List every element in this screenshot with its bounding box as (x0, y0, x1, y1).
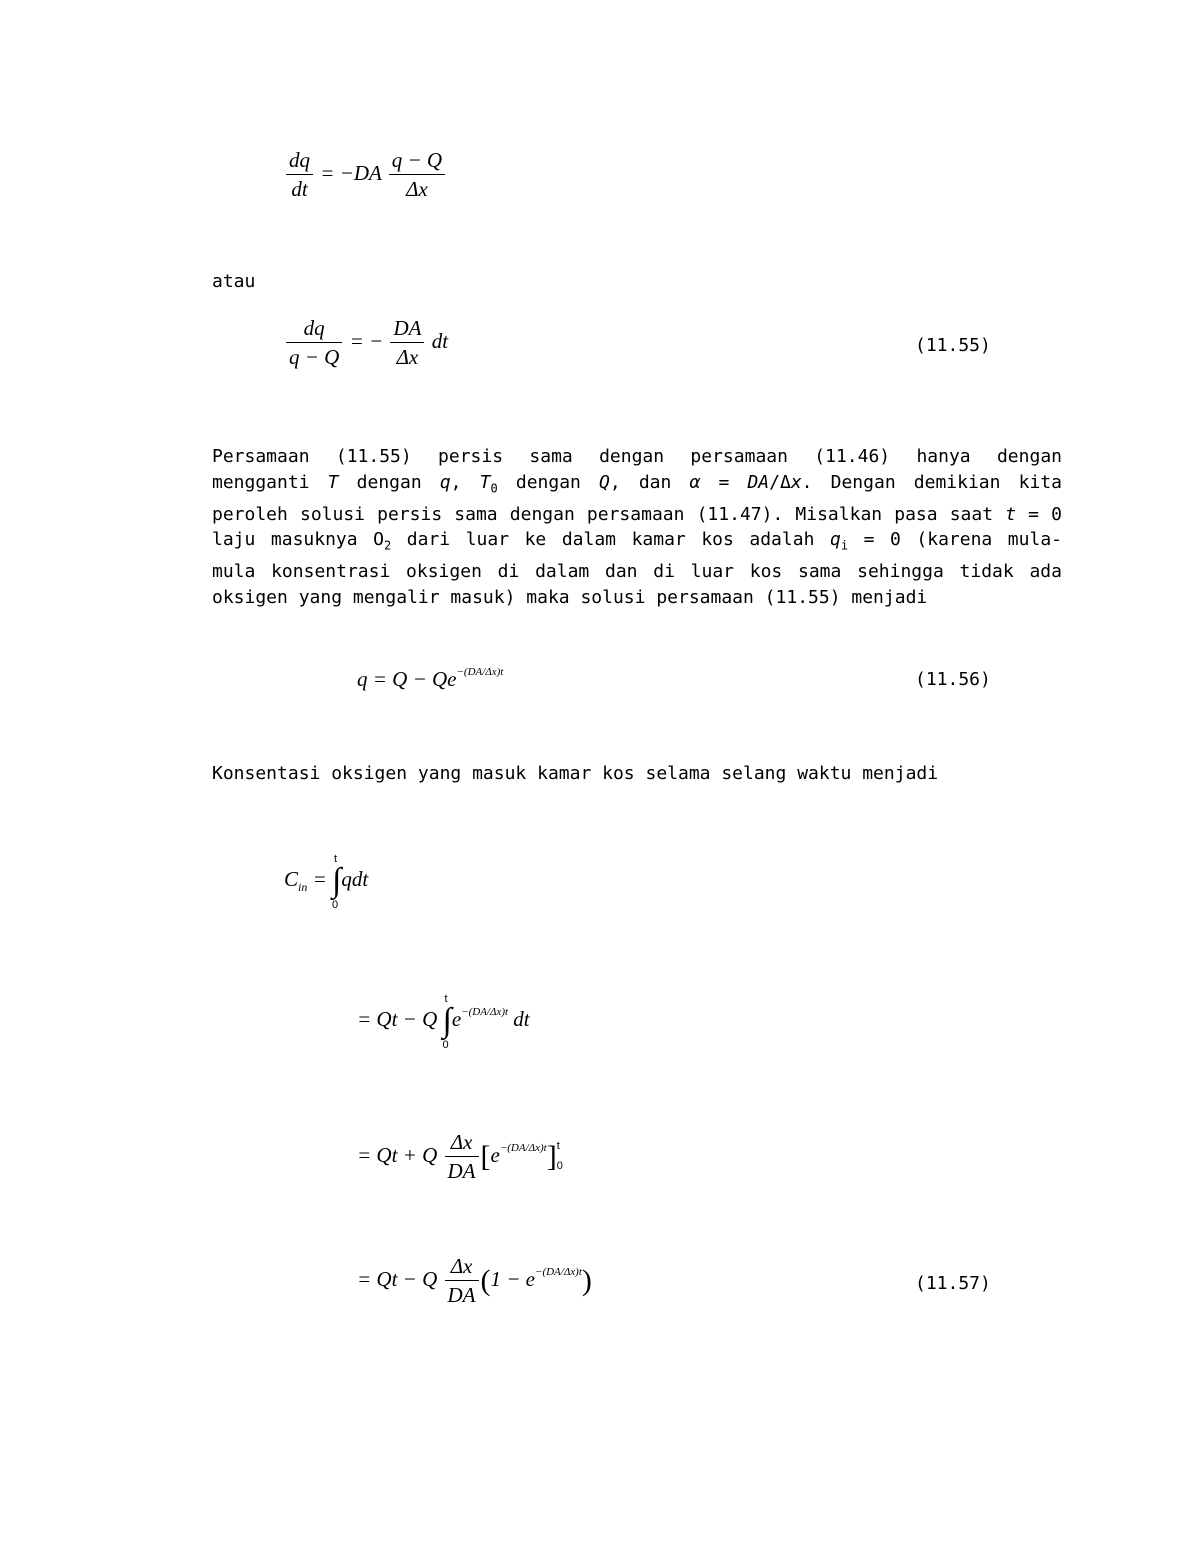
lower-limit: 0 (332, 899, 339, 911)
subscript: 0 (490, 481, 498, 496)
integral-sign: ∫ t 0 (442, 993, 452, 1051)
paragraph-line: mula konsentrasi oksigen di dalam dan di luar kos sama sehingga tidak ada (212, 561, 1062, 583)
close-paren: ) (581, 1264, 592, 1297)
paragraph-line (212, 502, 1062, 528)
paragraph-line: oksigen yang mengalir masuk) maka solusi persamaan (11.55) menjadi (212, 586, 928, 608)
body-paragraph (212, 444, 1062, 610)
numerator: Δx (445, 1130, 479, 1157)
equation-step-integral (357, 993, 530, 1051)
text: x (790, 471, 802, 493)
exponent: −(DA/Δx)t (461, 1005, 509, 1018)
equation-11-56 (357, 666, 503, 692)
upper-limit: t (334, 853, 338, 865)
exp-base: e (451, 1006, 462, 1031)
subscript: 2 (384, 538, 392, 553)
paragraph-line: Persamaan (11.55) persis sama dengan persamaan (11.46) hanya dengan (212, 446, 1062, 467)
equation-prefix: = Qt − Q (357, 1006, 438, 1031)
lower-limit: 0 (442, 1039, 449, 1051)
text: T (479, 471, 491, 493)
text: , dan (609, 471, 690, 493)
equation-prefix: = Qt − Q (357, 1266, 438, 1291)
text: = 0 (karena mula- (848, 529, 1062, 551)
numerator: q − Q (389, 148, 445, 175)
upper-limit: t (556, 1140, 560, 1152)
text: . Dengan demikian kita (801, 471, 1062, 493)
denominator: q − Q (289, 345, 340, 369)
fraction-dx-over-DA (445, 1254, 479, 1308)
numerator: dq (286, 316, 342, 343)
numerator: DA (390, 316, 424, 343)
equals-sign: = (312, 866, 327, 891)
upper-limit: t (444, 993, 448, 1005)
text: DA (747, 471, 770, 493)
denominator: dt (291, 177, 308, 201)
text: /Δ (769, 471, 791, 493)
text: q (829, 529, 841, 551)
paragraph-line (212, 527, 1062, 559)
text: t (1005, 503, 1017, 525)
text: peroleh solusi persis sama dengan persamaan (11.47). Misalkan pasa saat (212, 503, 1006, 525)
text: laju masuknya O (212, 529, 384, 551)
text: dengan (497, 471, 600, 493)
paragraph-line (212, 470, 1062, 502)
lower-limit: 0 (556, 1160, 563, 1172)
text: = 0 (1016, 503, 1062, 525)
denominator: DA (447, 1283, 476, 1307)
integrand: qdt (341, 866, 369, 891)
fraction-dq-dt (286, 148, 313, 202)
equation-number-11-56: (11.56) (915, 669, 991, 690)
open-paren: ( (480, 1264, 491, 1297)
fraction-dq-over-q-minus-Q (286, 316, 342, 370)
exponent: −(DA/Δx)t (456, 666, 504, 678)
text: T (327, 471, 339, 493)
equation-body: q = Q − Qe (357, 667, 457, 691)
bracket-limits (557, 1142, 567, 1172)
equation-tail: dt (513, 1006, 530, 1031)
lhs-subscript: in (298, 879, 308, 894)
integral-sign: ∫ t 0 (332, 853, 342, 911)
open-bracket: [ (480, 1140, 491, 1173)
text: α (689, 471, 701, 493)
equation-step-evaluated (357, 1130, 567, 1184)
inner-expression: 1 − e (490, 1266, 536, 1291)
equation-middle: = −DA (320, 160, 382, 185)
equation-number-11-57: (11.57) (915, 1273, 991, 1294)
exponent: −(DA/Δx)t (499, 1141, 547, 1154)
text: mengganti (212, 471, 328, 493)
close-bracket: ] (546, 1140, 557, 1173)
text: q (439, 471, 451, 493)
numerator: dq (286, 148, 313, 175)
equation-11-55 (284, 316, 448, 370)
exponent: −(DA/Δx)t (535, 1265, 582, 1278)
text: = (700, 471, 748, 493)
equation-prefix: = Qt + Q (357, 1142, 438, 1167)
denominator: Δx (396, 345, 419, 369)
sentence-konsentrasi: Konsentasi oksigen yang masuk kamar kos selama selang waktu menjadi (212, 763, 939, 784)
equation-C-in (284, 853, 369, 911)
text: , (450, 471, 480, 493)
text: Q (599, 471, 610, 493)
text: dengan (338, 471, 440, 493)
text: dari luar ke dalam kamar kos adalah (391, 529, 830, 551)
equation-11-57 (357, 1254, 592, 1308)
equation-tail: dt (431, 328, 449, 353)
denominator: DA (447, 1159, 476, 1183)
subscript: i (840, 538, 849, 553)
fraction-DA-over-dx (390, 316, 424, 370)
fraction-dx-over-DA (445, 1130, 479, 1184)
lhs-C: C (284, 866, 299, 891)
denominator: Δx (406, 177, 428, 201)
equation-dq-dt (284, 148, 447, 202)
equation-middle: = − (349, 328, 384, 353)
word-atau: atau (212, 271, 256, 292)
fraction-gradient (389, 148, 445, 202)
exp-base: e (490, 1142, 500, 1167)
numerator: Δx (445, 1254, 479, 1281)
equation-number-11-55: (11.55) (915, 335, 991, 356)
